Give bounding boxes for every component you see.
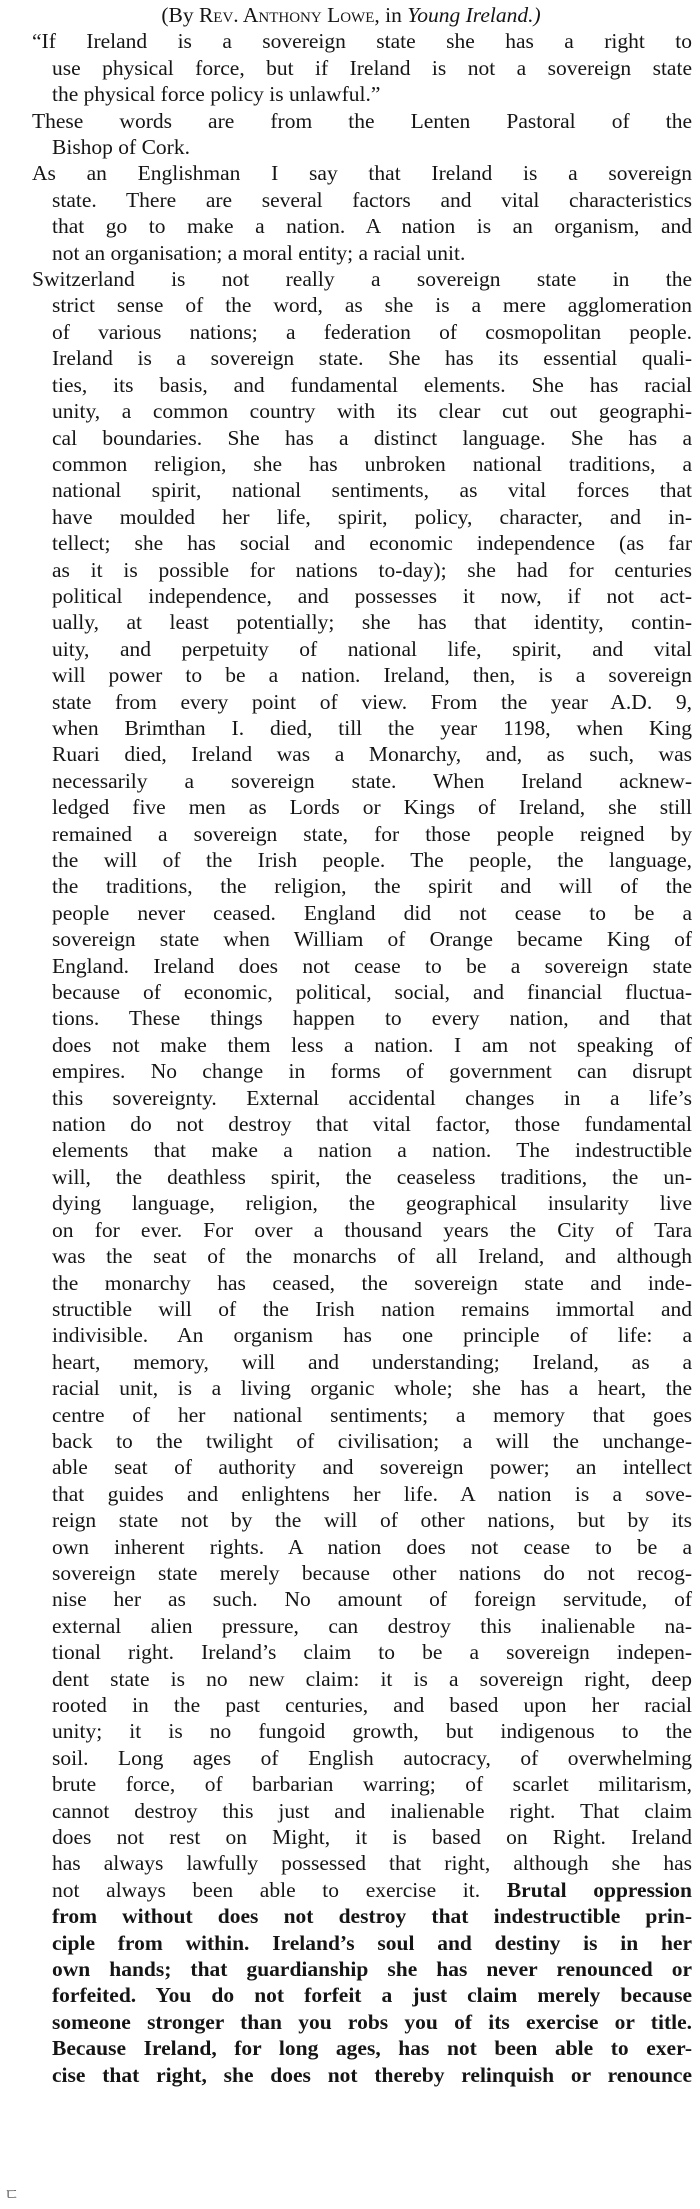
byline-publication: Young Ireland.) — [407, 3, 541, 27]
text-line: when Brimthan I. died, till the year 1198, when King — [52, 715, 692, 740]
text-line: will power to be a nation. Ireland, then, is a sovereign — [52, 663, 692, 688]
text-line: state from every point of view. From the year A.D. 9, — [52, 689, 692, 714]
text-line: heart, memory, will and understanding; Ireland, as a — [52, 1349, 692, 1374]
text-line: dent state is no new claim: it is a sovereign right, deep — [52, 1666, 692, 1691]
text-line: state. There are several factors and vital characteristics — [52, 187, 692, 212]
text-line: external alien pressure, can destroy this inalienable na- — [52, 1613, 692, 1638]
text-line: centre of her national sentiments; a memory that goes — [52, 1402, 692, 1427]
text-line: structible will of the Irish nation remains immortal and — [52, 1296, 692, 1321]
text-line: able seat of authority and sovereign power; an intellect — [52, 1455, 692, 1480]
byline-author: Rev. Anthony Lowe, — [198, 3, 380, 27]
text-line: the traditions, the religion, the spirit and will of the — [52, 874, 692, 899]
text-line: sovereign state merely because other nations do not recog- — [52, 1560, 692, 1585]
paragraph — [10, 266, 692, 2088]
text-line: elements that make a nation a nation. The indestructible — [52, 1138, 692, 1163]
text-line: nation do not destroy that vital factor, those fundamental — [52, 1112, 692, 1137]
text-line: “If Ireland is a sovereign state she has a right to — [32, 29, 692, 54]
text-line: ually, at least potentially; she has that identity, contin- — [52, 610, 692, 635]
text-span: not always been able to exercise it. — [52, 1877, 481, 1902]
text-line: this sovereignty. External accidental changes in a life’s — [52, 1085, 692, 1110]
margin-mark: ㄷ — [4, 2187, 20, 2204]
text-line: brute force, of barbarian warring; of scarlet militarism, — [52, 1772, 692, 1797]
text-line-bold: ciple from within. Ireland’s soul and destiny is in her — [52, 1930, 692, 1955]
text-line: empires. No change in forms of government can disrupt — [52, 1059, 692, 1084]
text-line: Ruari died, Ireland was a Monarchy, and, as such, was — [52, 742, 692, 767]
text-line-bold: forfeited. You do not forfeit a just claim merely because — [52, 1983, 692, 2008]
text-line: not an organisation; a moral entity; a racial unit. — [52, 240, 466, 265]
text-line: tellect; she has social and economic independence (as far — [52, 531, 692, 556]
text-line: remained a sovereign state, for those people reigned by — [52, 821, 692, 846]
text-line: own inherent rights. A nation does not cease to be a — [52, 1534, 692, 1559]
text-line: has always lawfully possessed that right, although she has — [52, 1851, 692, 1876]
byline-prefix: (By — [161, 3, 194, 27]
text-line: ledged five men as Lords or Kings of Ireland, she still — [52, 795, 692, 820]
text-line: that guides and enlightens her life. A nation is a sove- — [52, 1481, 692, 1506]
text-line-bold: cise that right, she does not thereby relinquish or renounce — [52, 2062, 692, 2087]
text-line: that go to make a nation. A nation is an organism, and — [52, 214, 692, 239]
text-line: people never ceased. England did not cease to be a — [52, 900, 692, 925]
text-line: the monarchy has ceased, the sovereign state and inde- — [52, 1270, 692, 1295]
text-line: indivisible. An organism has one principle of life: a — [52, 1323, 692, 1348]
text-line: of various nations; a federation of cosmopolitan people. — [52, 319, 692, 344]
text-line: unity; it is no fungoid growth, but indigenous to the — [52, 1719, 692, 1744]
text-line: common religion, she has unbroken national traditions, a — [52, 451, 692, 476]
text-line — [10, 1877, 692, 1903]
text-line: dying language, religion, the geographical insularity live — [52, 1191, 692, 1216]
text-line: Switzerland is not really a sovereign state in the — [32, 267, 692, 292]
text-line: Ireland is a sovereign state. She has its essential quali- — [52, 346, 692, 371]
text-line-bold: someone stronger than you robs you of its exercise or title. — [52, 2009, 692, 2034]
text-line: unity, a common country with its clear cut out geographi- — [52, 399, 692, 424]
text-line: national spirit, national sentiments, as vital forces that — [52, 478, 692, 503]
text-line-bold: from without does not destroy that indestructible prin- — [52, 1904, 692, 1929]
text-line: cannot destroy this just and inalienable right. That claim — [52, 1798, 692, 1823]
text-line: soil. Long ages of English autocracy, of overwhelming — [52, 1745, 692, 1770]
paragraph — [10, 28, 692, 107]
paragraph — [10, 160, 692, 266]
text-line: on for ever. For over a thousand years the City of Tara — [52, 1217, 692, 1242]
text-line: reign state not by the will of other nations, but by its — [52, 1508, 692, 1533]
text-line: does not rest on Might, it is based on Right. Ireland — [52, 1825, 692, 1850]
text-line: the physical force policy is unlawful.” — [52, 82, 381, 107]
text-line: As an Englishman I say that Ireland is a sovereign — [32, 161, 692, 186]
text-line: tions. These things happen to every nation, and that — [52, 1006, 692, 1031]
text-line: because of economic, political, social, and financial fluctua- — [52, 980, 692, 1005]
text-line: rooted in the past centuries, and based upon her racial — [52, 1693, 692, 1717]
text-line: necessarily a sovereign state. When Ireland acknew- — [52, 768, 692, 793]
text-line: political independence, and possesses it now, if not act- — [52, 583, 692, 608]
article-body — [10, 28, 692, 2088]
text-line-bold: Because Ireland, for long ages, has not been able to exer- — [52, 2036, 692, 2061]
text-line: as it is possible for nations to-day); she had for centuries — [52, 557, 692, 582]
text-line: tional right. Ireland’s claim to be a sovereign indepen- — [52, 1640, 692, 1665]
text-line: was the seat of the monarchs of all Ireland, and although — [52, 1244, 692, 1269]
text-line: back to the twilight of civilisation; a will the unchange- — [52, 1428, 692, 1453]
text-line: ties, its basis, and fundamental elements. She has racial — [52, 372, 692, 397]
text-line: will, the deathless spirit, the ceaseless traditions, the un- — [52, 1164, 692, 1189]
text-line: racial unit, is a living organic whole; she has a heart, the — [52, 1376, 692, 1401]
text-line: uity, and perpetuity of national life, spirit, and vital — [52, 636, 692, 661]
text-line: strict sense of the word, as she is a mere agglomeration — [52, 293, 692, 318]
text-line: nise her as such. No amount of foreign servitude, of — [52, 1587, 692, 1612]
text-line: use physical force, but if Ireland is not a sovereign state — [52, 55, 692, 80]
text-line: the will of the Irish people. The people, the language, — [52, 848, 692, 872]
byline-in: in — [385, 3, 402, 27]
text-line: sovereign state when William of Orange became King of — [52, 927, 692, 952]
text-line: have moulded her life, spirit, policy, character, and in- — [52, 504, 692, 529]
text-line: cal boundaries. She has a distinct language. She has a — [52, 425, 692, 450]
text-line: does not make them less a nation. I am not speaking of — [52, 1032, 692, 1057]
byline — [10, 2, 692, 28]
text-line: These words are from the Lenten Pastoral of the — [32, 108, 692, 133]
bold-text-span: Brutal oppression — [506, 1877, 693, 1902]
paragraph — [10, 108, 692, 161]
text-line-bold: own hands; that guardianship she has never renounced or — [52, 1957, 692, 1982]
text-line: England. Ireland does not cease to be a sovereign state — [52, 953, 692, 978]
text-line: Bishop of Cork. — [52, 135, 190, 160]
